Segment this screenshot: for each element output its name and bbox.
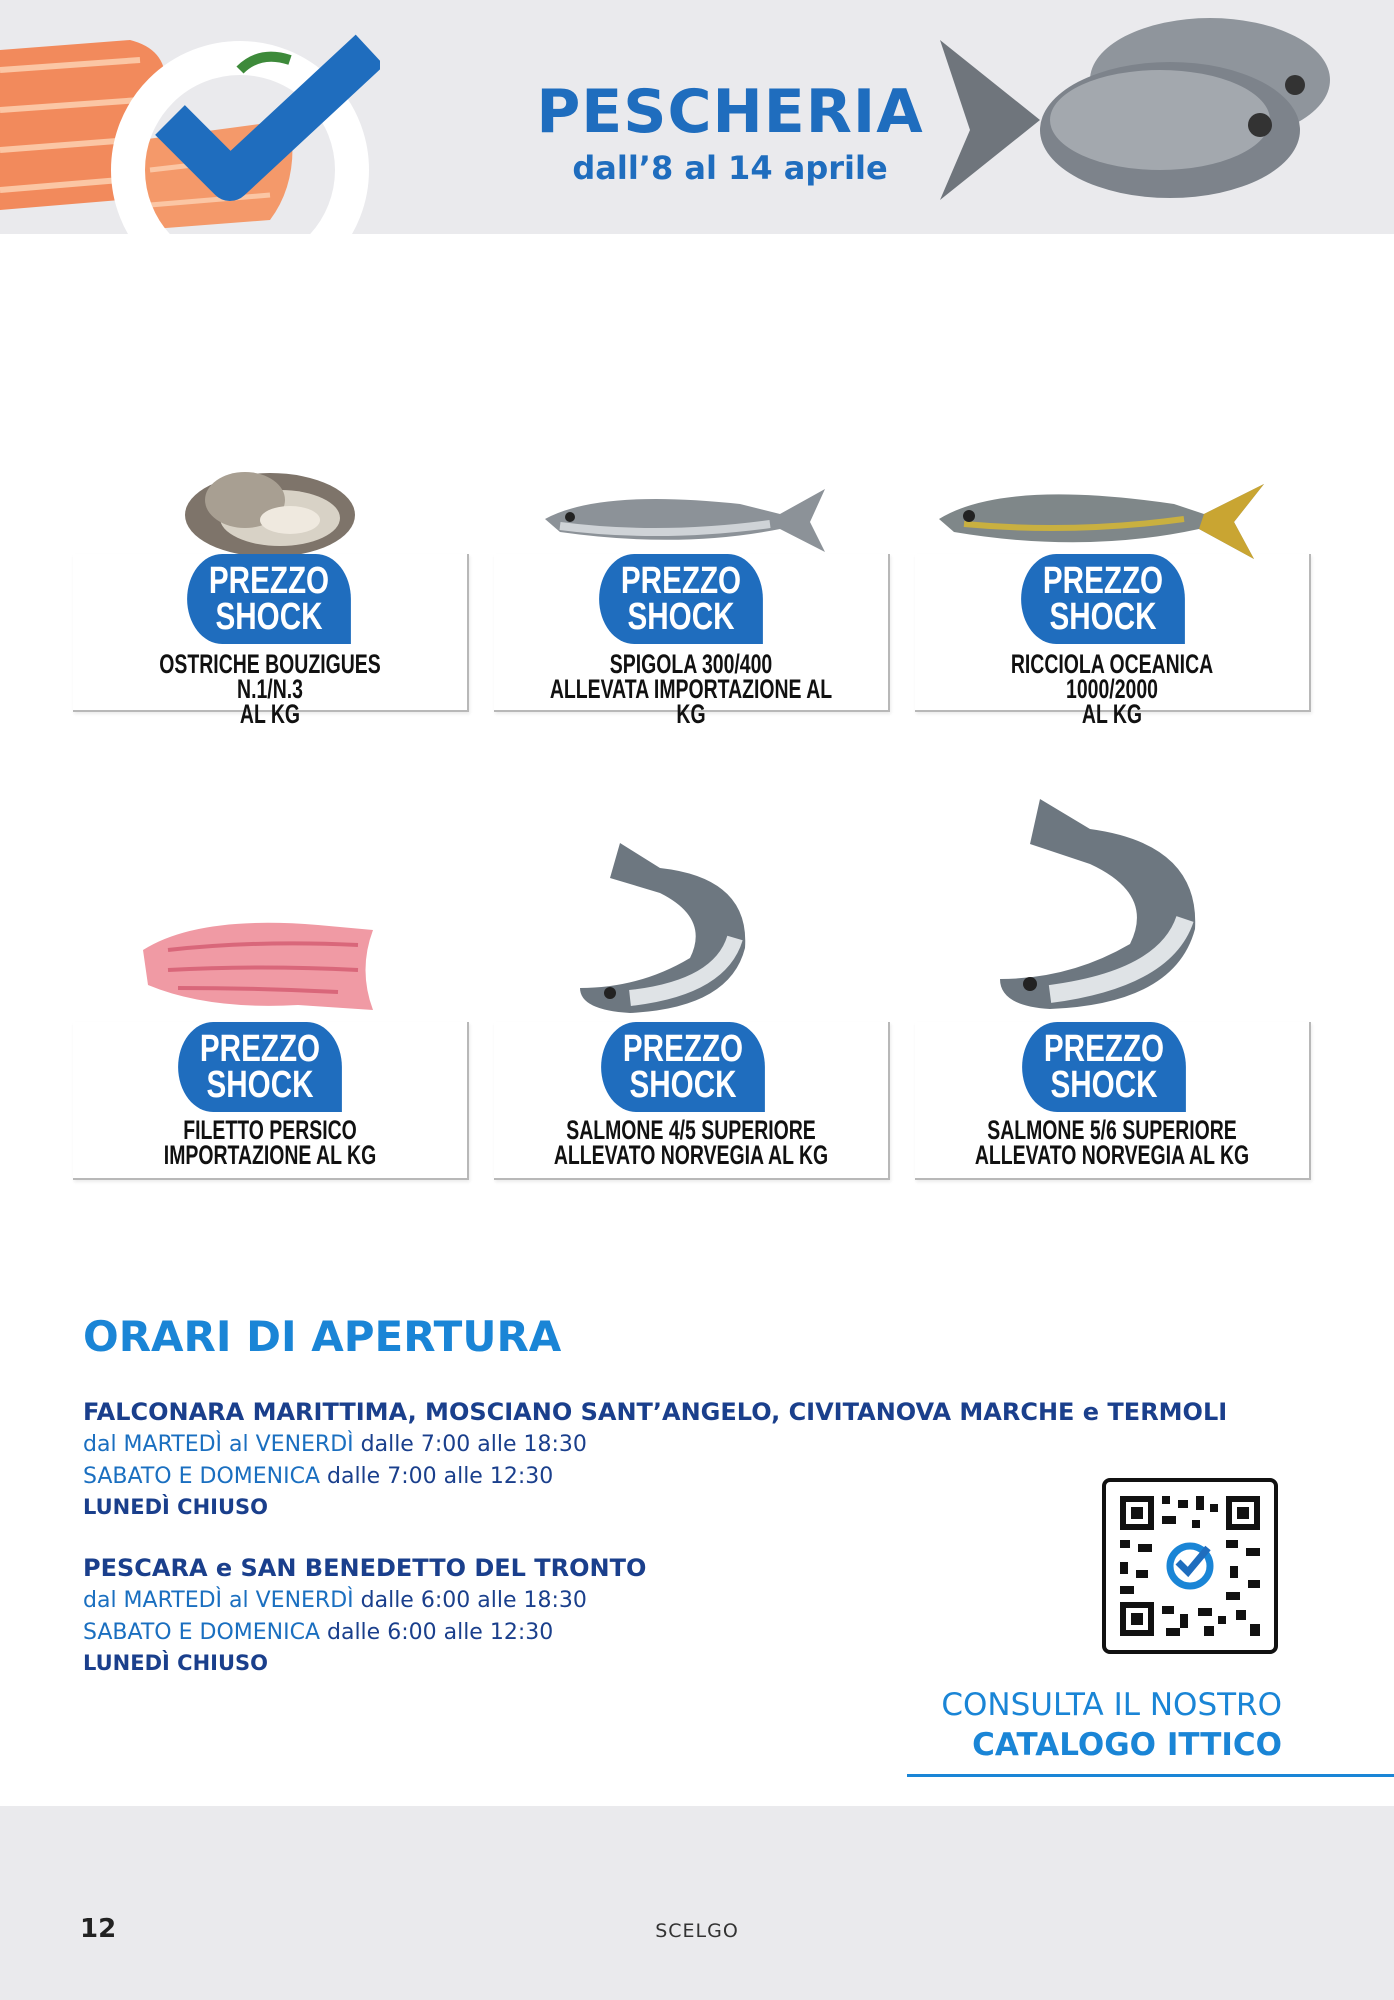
- date-range: dall’8 al 14 aprile: [572, 149, 888, 187]
- product-name: FILETTO PERSICO IMPORTAZIONE AL KG: [163, 1115, 377, 1170]
- product-name: SALMONE 5/6 SUPERIORE ALLEVATO NORVEGIA AL KG: [974, 1115, 1250, 1170]
- prezzo-shock-badge: PREZZO SHOCK: [1022, 1022, 1186, 1112]
- closed-day: LUNEDÌ CHIUSO: [83, 1651, 268, 1675]
- header-banner: [0, 0, 1394, 234]
- qr-code-icon: [1106, 1482, 1274, 1650]
- weekday-hours: dal MARTEDÌ al VENERDÌ dalle 6:00 alle 18:30: [83, 1588, 587, 1613]
- product-name: OSTRICHE BOUZIGUES N.1/N.3 AL KG: [159, 649, 381, 729]
- weekend-hours: SABATO E DOMENICA dalle 6:00 alle 12:30: [83, 1620, 554, 1645]
- store-group-name: FALCONARA MARITTIMA, MOSCIANO SANT’ANGELO, CIVITANOVA MARCHE e TERMOLI: [83, 1398, 1228, 1426]
- page-number: 12: [80, 1914, 117, 1944]
- closed-day: LUNEDÌ CHIUSO: [83, 1495, 268, 1519]
- catalog-cta-line2[interactable]: CATALOGO ITTICO: [972, 1727, 1282, 1763]
- prezzo-shock-badge: PREZZO SHOCK: [599, 554, 763, 644]
- opening-hours-title: ORARI DI APERTURA: [83, 1312, 562, 1361]
- catalog-cta-line1: CONSULTA IL NOSTRO: [941, 1687, 1282, 1723]
- amberjack-icon: [934, 474, 1270, 564]
- footer-band: [0, 1806, 1394, 2000]
- footer-brand: SCELGO: [655, 1920, 739, 1942]
- product-name: RICCIOLA OCEANICA 1000/2000 AL KG: [1010, 649, 1214, 729]
- sea-bream-icon: [930, 0, 1330, 210]
- salmon-icon: [990, 794, 1240, 1014]
- weekday-hours: dal MARTEDÌ al VENERDÌ dalle 7:00 alle 18:30: [83, 1432, 587, 1457]
- product-name: SPIGOLA 300/400 ALLEVATA IMPORTAZIONE AL KG: [549, 649, 833, 729]
- prezzo-shock-badge: PREZZO SHOCK: [1021, 554, 1185, 644]
- perch-fillet-icon: [138, 910, 378, 1020]
- prezzo-shock-badge: PREZZO SHOCK: [178, 1022, 342, 1112]
- sea-bass-icon: [540, 484, 830, 554]
- prezzo-shock-badge: PREZZO SHOCK: [601, 1022, 765, 1112]
- prezzo-shock-badge: PREZZO SHOCK: [187, 554, 351, 644]
- page-title: PESCHERIA: [536, 77, 924, 147]
- product-name: SALMONE 4/5 SUPERIORE ALLEVATO NORVEGIA AL KG: [553, 1115, 829, 1170]
- qr-code[interactable]: [1102, 1478, 1278, 1654]
- divider: [907, 1774, 1394, 1777]
- store-group-name: PESCARA e SAN BENEDETTO DEL TRONTO: [83, 1554, 647, 1582]
- salmon-icon: [570, 838, 790, 1018]
- oyster-icon: [180, 460, 360, 560]
- scelgo-check-logo-icon: [80, 30, 380, 234]
- weekend-hours: SABATO E DOMENICA dalle 7:00 alle 12:30: [83, 1464, 554, 1489]
